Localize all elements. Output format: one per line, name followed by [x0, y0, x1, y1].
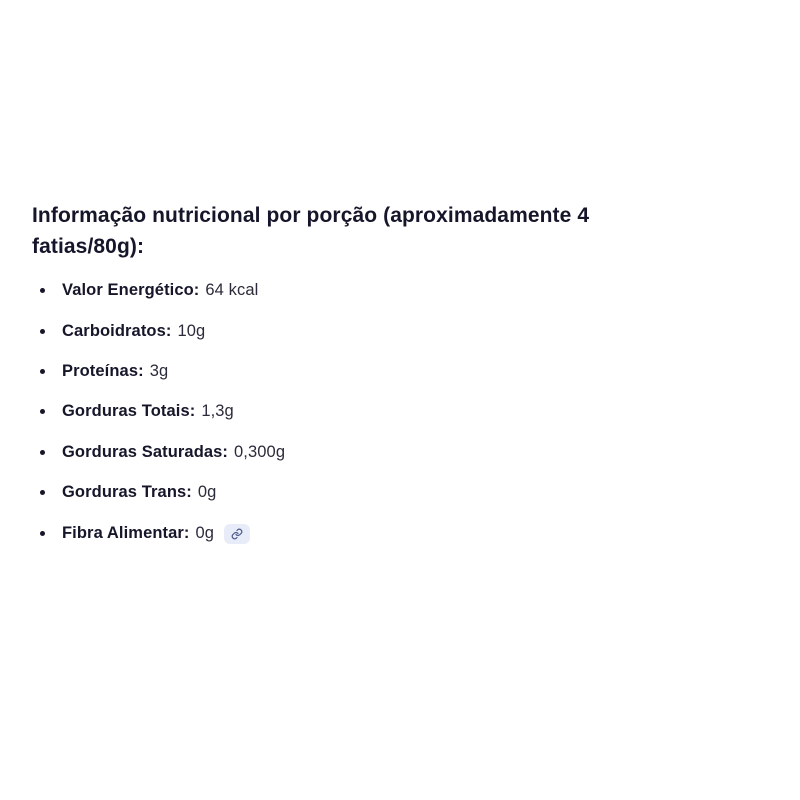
page-title: Informação nutricional por porção (aproximadamente 4 fatias/80g):: [32, 204, 590, 259]
nutrient-value: 0g: [197, 483, 217, 502]
nutrient-value: 10g: [177, 321, 206, 340]
list-item: [32, 361, 690, 382]
list-item: [32, 321, 690, 342]
nutrient-value: 1,3g: [201, 402, 234, 421]
nutrient-value: 64 kcal: [205, 281, 259, 300]
nutrient-label: Proteínas:: [62, 362, 144, 381]
nutrient-value: 3g: [149, 362, 169, 381]
nutrition-list: [32, 280, 690, 544]
list-item: [32, 482, 690, 503]
link-icon[interactable]: [224, 524, 250, 544]
nutrient-label: Carboidratos:: [62, 321, 172, 340]
list-item: [32, 523, 690, 544]
list-item: [32, 401, 690, 422]
nutrient-label: Valor Energético:: [62, 281, 200, 300]
nutrient-label: Fibra Alimentar:: [62, 523, 190, 542]
list-item: [32, 442, 690, 463]
nutrient-label: Gorduras Totais:: [62, 402, 196, 421]
nutrient-label: Gorduras Saturadas:: [62, 442, 229, 461]
nutrient-value: 0,300g: [234, 442, 286, 461]
list-item: [32, 280, 690, 301]
nutrient-value: 0g: [195, 523, 215, 542]
nutrient-label: Gorduras Trans:: [62, 483, 192, 502]
